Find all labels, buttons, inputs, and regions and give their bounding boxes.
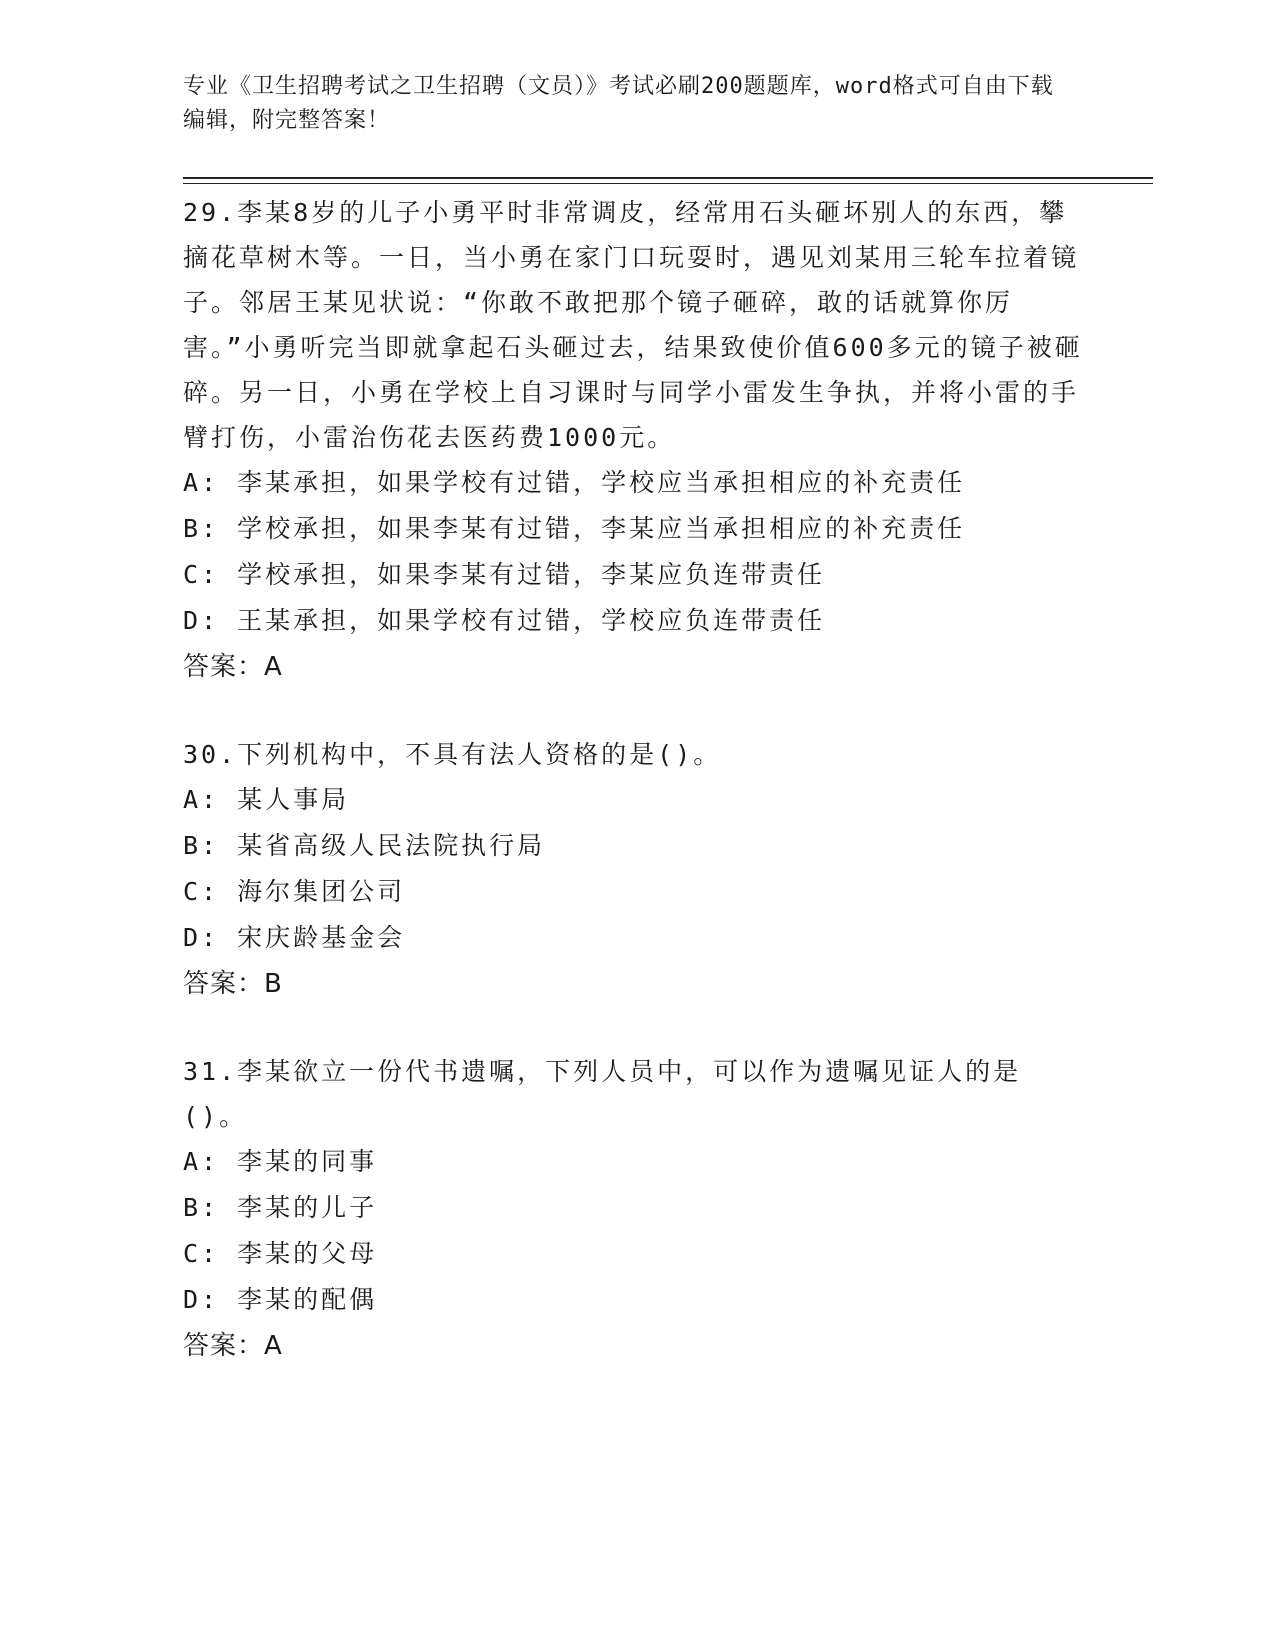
option-c: C: 李某的父母: [183, 1239, 378, 1268]
option-c: C: 学校承担，如果李某有过错，李某应负连带责任: [183, 560, 826, 589]
option-b: B: 某省高级人民法院执行局: [183, 831, 546, 860]
option-b: B: 李某的儿子: [183, 1193, 378, 1222]
option-b: B: 学校承担，如果李某有过错，李某应当承担相应的补充责任: [183, 514, 966, 543]
question-stem: 31.李某欲立一份代书遗嘱，下列人员中，可以作为遗嘱见证人的是()。: [183, 1057, 1022, 1131]
answer-label: 答案：B: [183, 969, 283, 999]
document-header: [183, 70, 1063, 138]
header-title: 专业《卫生招聘考试之卫生招聘（文员）》考试必刷200题题库，word格式可自由下载编辑，附完整答案！: [183, 74, 1054, 133]
option-c: C: 海尔集团公司: [183, 877, 406, 906]
option-d: D: 宋庆龄基金会: [183, 923, 406, 952]
option-a: A: 李某的同事: [183, 1147, 378, 1176]
option-d: D: 李某的配偶: [183, 1285, 378, 1314]
header-divider-thick: [183, 177, 1153, 179]
question-stem: 29.李某8岁的儿子小勇平时非常调皮，经常用石头砸坏别人的东西，攀摘花草树木等。一日，当小勇在家门口玩耍时，遇见刘某用三轮车拉着镜子。邻居王某见状说：“你敢不敢把那个镜子砸碎，敢的话就算你厉害。”小勇听完当即就拿起石头砸过去，结果致使价值600多元的镜子被砸碎。另一日，小勇在学校上自习课时与同学小雷发生争执，并将小雷的手臂打伤，小雷治伤花去医药费1000元。: [183, 198, 1083, 452]
question-list: [183, 190, 1083, 1369]
question-29: [183, 190, 1083, 690]
answer-label: 答案：A: [183, 652, 283, 682]
header-divider-thin: [183, 183, 1153, 184]
option-a: A: 李某承担，如果学校有过错，学校应当承担相应的补充责任: [183, 468, 966, 497]
question-31: [183, 1049, 1083, 1369]
option-a: A: 某人事局: [183, 785, 350, 814]
question-30: [183, 732, 1083, 1007]
answer-label: 答案：A: [183, 1331, 283, 1361]
option-d: D: 王某承担，如果学校有过错，学校应负连带责任: [183, 606, 826, 635]
question-stem: 30.下列机构中，不具有法人资格的是()。: [183, 740, 722, 769]
